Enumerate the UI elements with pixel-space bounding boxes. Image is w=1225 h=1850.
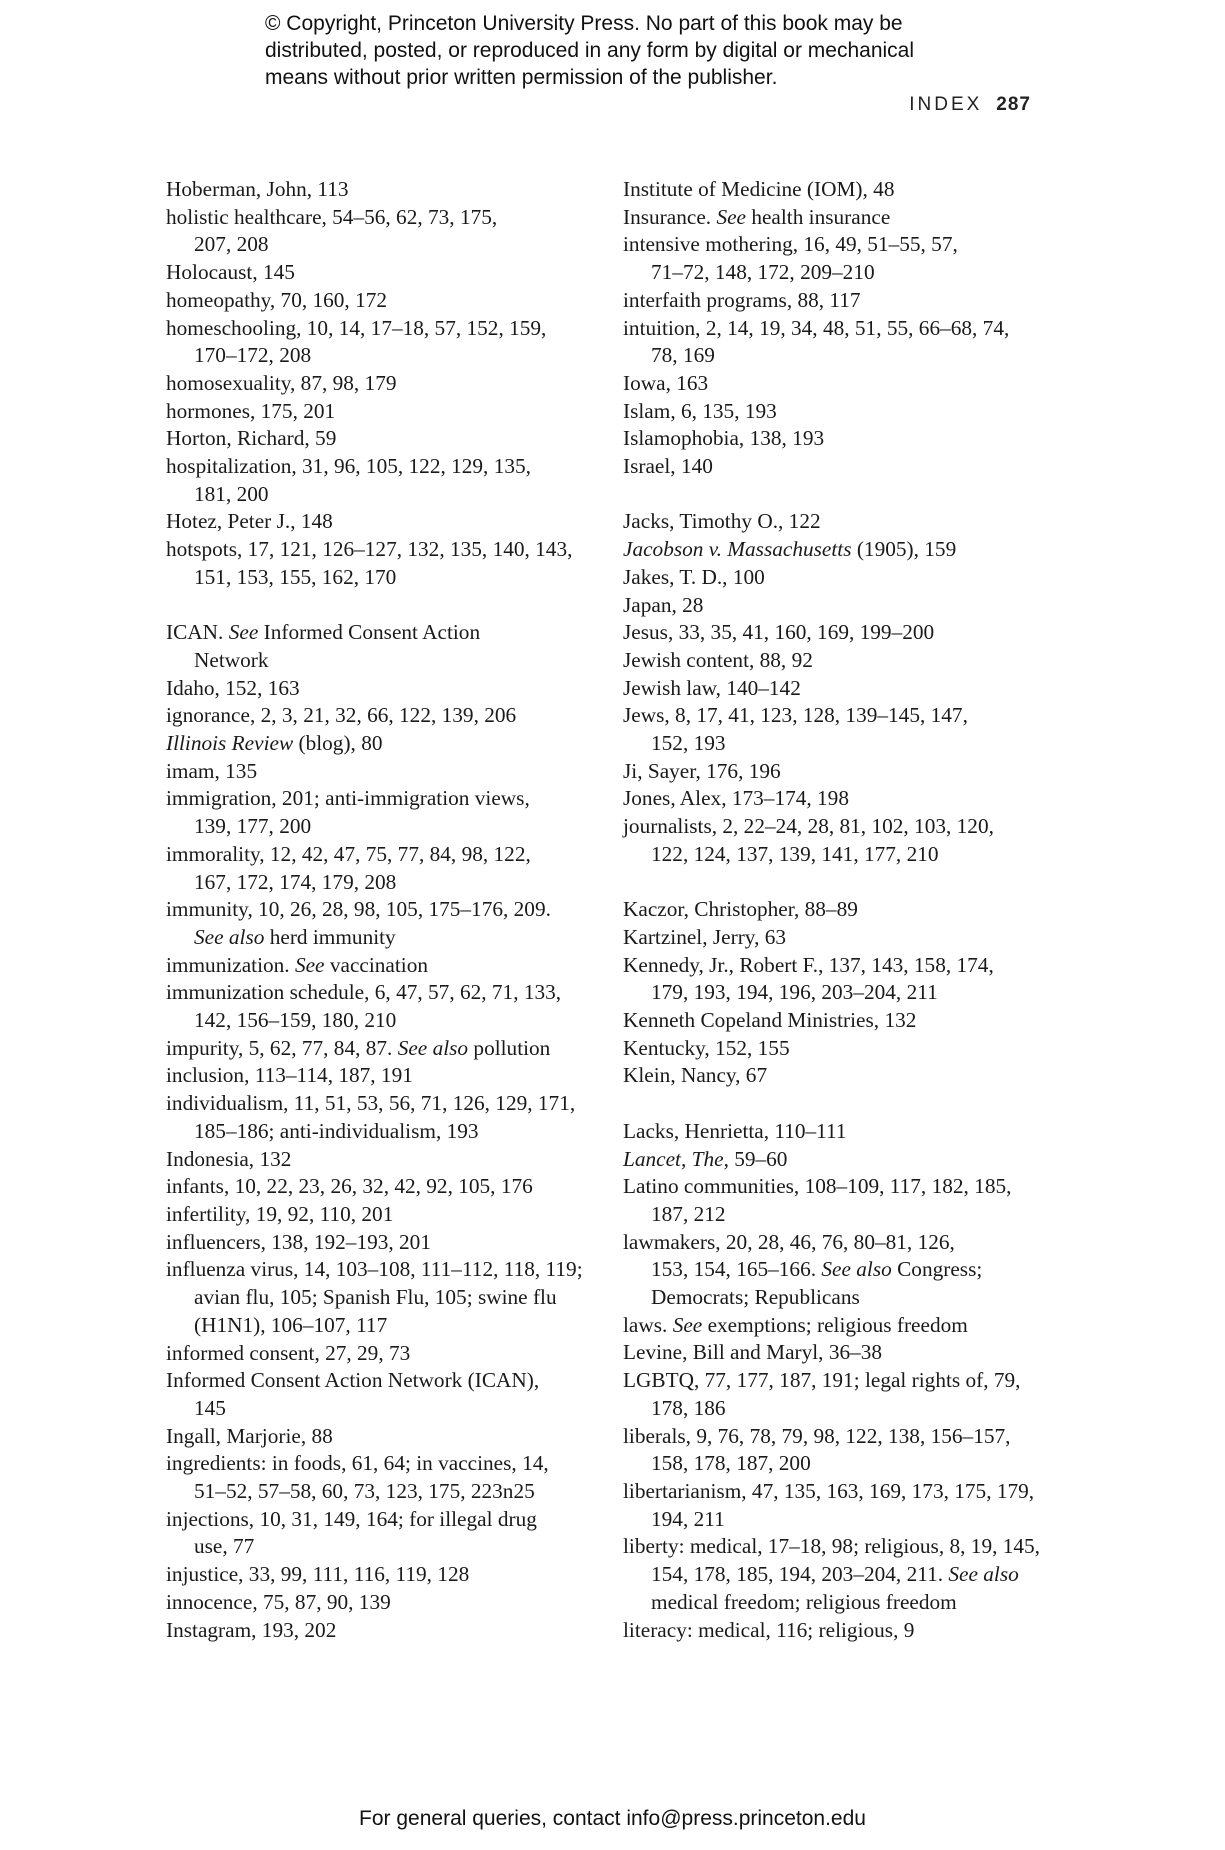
index-entry: Kartzinel, Jerry, 63 [623, 924, 787, 949]
index-entry: immunization schedule, 6, 47, 57, 62, 71, 133, 142, 156–159, 180, 210 [166, 980, 562, 1033]
running-head [909, 94, 1031, 116]
index-entry: Ji, Sayer, 176, 196 [623, 758, 781, 783]
index-entry: Levine, Bill and Maryl, 36–38 [623, 1340, 883, 1365]
index-entry: Jews, 8, 17, 41, 123, 128, 139–145, 147, 152, 193 [623, 703, 968, 756]
index-entry: Jones, Alex, 173–174, 198 [623, 786, 849, 811]
index-entry: immigration, 201; anti-immigration views, 139, 177, 200 [166, 786, 530, 839]
index-entry: ignorance, 2, 3, 21, 32, 66, 122, 139, 206 [166, 703, 517, 728]
index-entry: Illinois Review (blog), 80 [166, 731, 383, 756]
index-entry: liberals, 9, 76, 78, 79, 98, 122, 138, 156–157, 158, 178, 187, 200 [623, 1423, 1011, 1476]
index-entry: Jacks, Timothy O., 122 [623, 509, 821, 534]
index-entry: ingredients: in foods, 61, 64; in vaccines, 14, 51–52, 57–58, 60, 73, 123, 175, 223n25 [166, 1451, 549, 1504]
index-entry: journalists, 2, 22–24, 28, 81, 102, 103, 120, 122, 124, 137, 139, 141, 177, 210 [623, 814, 994, 866]
index-entry: Kentucky, 152, 155 [623, 1035, 790, 1060]
index-entry: homeopathy, 70, 160, 172 [166, 287, 388, 312]
index-entry: infants, 10, 22, 23, 26, 32, 42, 92, 105, 176 [166, 1174, 533, 1199]
index-entry: interfaith programs, 88, 117 [623, 287, 861, 312]
index-entry: Lacks, Henrietta, 110–111 [623, 1118, 847, 1143]
index-entry: Kennedy, Jr., Robert F., 137, 143, 158, 174, 179, 193, 194, 196, 203–204, 211 [623, 952, 994, 1005]
index-entry: Latino communities, 108–109, 117, 182, 185, 187, 212 [623, 1174, 1012, 1226]
index-entry: Jewish law, 140–142 [623, 675, 801, 700]
copyright-notice [265, 10, 985, 91]
index-entry: Klein, Nancy, 67 [623, 1063, 768, 1088]
copyright-line: distributed, posted, or reproduced in any form by digital or mechanical [265, 39, 915, 62]
index-entry: Jewish content, 88, 92 [623, 647, 813, 672]
index-entry: Iowa, 163 [623, 370, 709, 395]
index-entry: Idaho, 152, 163 [166, 675, 300, 700]
index-entry: innocence, 75, 87, 90, 139 [166, 1589, 391, 1614]
index-entry: Islam, 6, 135, 193 [623, 398, 777, 423]
index-entry: laws. See exemptions; religious freedom [623, 1312, 968, 1337]
index-entry: Lancet, The, 59–60 [623, 1146, 788, 1171]
letter-group-gap [623, 481, 1063, 509]
page-number: 287 [996, 94, 1031, 115]
copyright-line: means without prior written permission of the publisher. [265, 66, 778, 89]
index-entry: Jakes, T. D., 100 [623, 564, 765, 589]
index-entry: individualism, 11, 51, 53, 56, 71, 126, 129, 171, 185–186; anti-individualism, 193 [166, 1091, 576, 1143]
index-entry: infertility, 19, 92, 110, 201 [166, 1202, 394, 1226]
running-head-label: INDEX [909, 94, 983, 115]
index-entry: inclusion, 113–114, 187, 191 [166, 1063, 413, 1088]
index-entry: hospitalization, 31, 96, 105, 122, 129, 135, 181, 200 [166, 454, 531, 506]
index-entry: Instagram, 193, 202 [166, 1617, 337, 1642]
index-entry: injustice, 33, 99, 111, 116, 119, 128 [166, 1562, 470, 1587]
index-entry: Kenneth Copeland Ministries, 132 [623, 1008, 917, 1033]
index-entry: Israel, 140 [623, 454, 713, 479]
index-entry: immunity, 10, 26, 28, 98, 105, 175–176, 209. See also herd immunity [166, 897, 551, 949]
index-entry: Institute of Medicine (IOM), 48 [623, 177, 895, 201]
footer-contact: For general queries, contact info@press.princeton.edu [359, 1807, 866, 1830]
index-column-left [166, 176, 606, 1644]
index-entry: Jesus, 33, 35, 41, 160, 169, 199–200 [623, 620, 935, 645]
index-entry: immunization. See vaccination [166, 952, 428, 977]
index-entry: holistic healthcare, 54–56, 62, 73, 175, 207, 208 [166, 204, 498, 257]
index-entry: Horton, Richard, 59 [166, 426, 337, 451]
index-entry: intuition, 2, 14, 19, 34, 48, 51, 55, 66–68, 74, 78, 169 [623, 315, 1010, 368]
index-column-right [623, 176, 1063, 1644]
index-entry: Jacobson v. Massachusetts (1905), 159 [623, 537, 957, 562]
index-entry: homosexuality, 87, 98, 179 [166, 370, 397, 395]
index-entry: immorality, 12, 42, 47, 75, 77, 84, 98, 122, 167, 172, 174, 179, 208 [166, 841, 531, 894]
index-entry: Insurance. See health insurance [623, 204, 891, 229]
index-entry: homeschooling, 10, 14, 17–18, 57, 152, 159, 170–172, 208 [166, 315, 547, 368]
index-entry: Hoberman, John, 113 [166, 177, 349, 201]
index-entry: informed consent, 27, 29, 73 [166, 1340, 411, 1365]
index-entry: intensive mothering, 16, 49, 51–55, 57, 71–72, 148, 172, 209–210 [623, 232, 958, 285]
index-entry: imam, 135 [166, 758, 258, 783]
index-entry: Holocaust, 145 [166, 260, 295, 285]
index-entry: literacy: medical, 116; religious, 9 [623, 1617, 915, 1642]
index-entry: Informed Consent Action Network (ICAN), 145 [166, 1368, 540, 1420]
index-entry: liberty: medical, 17–18, 98; religious, 8, 19, 145, 154, 178, 185, 194, 203–204, 211. See also medical freedom; religious freedom [623, 1534, 1041, 1614]
copyright-line: © Copyright, Princeton University Press. No part of this book may be [265, 12, 903, 35]
index-entry: Islamophobia, 138, 193 [623, 426, 825, 451]
index-entry: influencers, 138, 192–193, 201 [166, 1229, 431, 1254]
index-entry: Kaczor, Christopher, 88–89 [623, 897, 858, 922]
index-entry: lawmakers, 20, 28, 46, 76, 80–81, 126, 153, 154, 165–166. See also Congress; Democrats; Republicans [623, 1229, 983, 1310]
index-entry: Ingall, Marjorie, 88 [166, 1423, 333, 1448]
index-entry: influenza virus, 14, 103–108, 111–112, 118, 119; avian flu, 105; Spanish Flu, 105; swine flu (H1N1), 106–107, 117 [166, 1257, 583, 1337]
index-entry: hotspots, 17, 121, 126–127, 132, 135, 140, 143, 151, 153, 155, 162, 170 [166, 537, 573, 589]
letter-group-gap [623, 1090, 1063, 1118]
index-entry: ICAN. See Informed Consent Action Network [166, 620, 481, 672]
index-entry: Indonesia, 132 [166, 1146, 292, 1171]
index-entry: hormones, 175, 201 [166, 398, 336, 423]
letter-group-gap [623, 869, 1063, 897]
index-entry: Japan, 28 [623, 592, 704, 617]
index-entry: impurity, 5, 62, 77, 84, 87. See also pollution [166, 1035, 551, 1060]
letter-group-gap [166, 592, 606, 620]
index-entry: libertarianism, 47, 135, 163, 169, 173, 175, 179, 194, 211 [623, 1479, 1035, 1531]
index-entry: LGBTQ, 77, 177, 187, 191; legal rights of, 79, 178, 186 [623, 1368, 1021, 1420]
index-entry: Hotez, Peter J., 148 [166, 509, 333, 534]
index-entry: injections, 10, 31, 149, 164; for illegal drug use, 77 [166, 1506, 537, 1559]
